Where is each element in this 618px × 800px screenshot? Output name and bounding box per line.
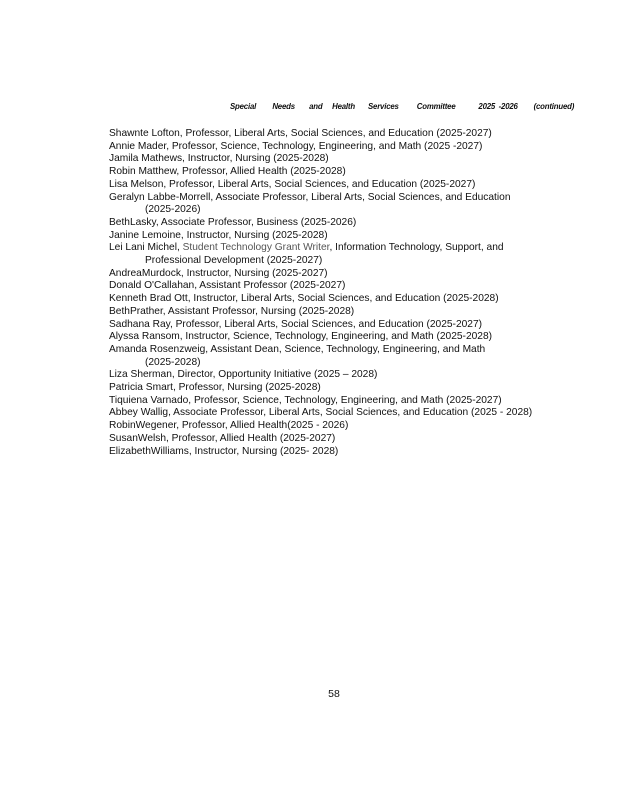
member-name: Lei Lani Michel,: [109, 242, 183, 254]
member-line: Alyssa Ransom, Instructor, Science, Technology, Engineering, and Math (2025-2028): [109, 331, 492, 343]
member-line: ElizabethWilliams, Instructor, Nursing (2025- 2028): [109, 445, 339, 457]
committee-member-entry: [109, 217, 579, 230]
member-line: Janine Lemoine, Instructor, Nursing (2025-2028): [109, 229, 328, 241]
member-role-highlight: Student Technology Grant Writer: [182, 242, 330, 254]
committee-member-entry: [109, 141, 579, 154]
committee-member-entry: [109, 331, 579, 344]
member-line: Annie Mader, Professor, Science, Technology, Engineering, and Math (2025 -2027): [109, 140, 483, 152]
member-line: Patricia Smart, Professor, Nursing (2025-2028): [109, 382, 321, 394]
header-word: Committee: [416, 101, 456, 111]
committee-member-entry: [109, 242, 579, 267]
committee-member-entry: [109, 306, 579, 319]
committee-member-entry: [109, 280, 579, 293]
header-word: Special: [230, 101, 257, 111]
header-word: Health: [332, 101, 355, 111]
member-line-continuation: (2025-2026): [145, 204, 201, 216]
member-line: Tiquiena Varnado, Professor, Science, Technology, Engineering, and Math (2025-2027): [109, 394, 502, 406]
member-line: Amanda Rosenzweig, Assistant Dean, Science, Technology, Engineering, and Math: [109, 343, 486, 355]
committee-member-entry: [109, 192, 579, 217]
member-line: Kenneth Brad Ott, Instructor, Liberal Arts, Social Sciences, and Education (2025-2028): [109, 293, 499, 305]
committee-member-entry: [109, 293, 579, 306]
header-word: 2025: [478, 101, 496, 111]
member-line: SusanWelsh, Professor, Allied Health (2025-2027): [109, 432, 336, 444]
committee-member-list: [109, 128, 579, 458]
member-line: Abbey Wallig, Associate Professor, Liberal Arts, Social Sciences, and Education (2025 - 2028): [109, 407, 533, 419]
committee-member-entry: [109, 407, 579, 420]
committee-member-entry: [109, 230, 579, 243]
committee-member-entry: [109, 420, 579, 433]
header-word: and: [309, 101, 323, 111]
member-line-continuation: (2025-2028): [145, 356, 201, 368]
member-line: AndreaMurdock, Instructor, Nursing (2025-2027): [109, 267, 328, 279]
member-line: Donald O'Callahan, Assistant Professor (2025-2027): [109, 280, 346, 292]
committee-member-entry: [109, 179, 579, 192]
member-line: Lisa Melson, Professor, Liberal Arts, Social Sciences, and Education (2025-2027): [109, 178, 476, 190]
member-line: Jamila Mathews, Instructor, Nursing (2025-2028): [109, 153, 329, 165]
member-line: Liza Sherman, Director, Opportunity Initiative (2025 – 2028): [109, 369, 378, 381]
committee-member-entry: [109, 344, 579, 369]
header-word: -2026: [498, 101, 518, 111]
member-line: Shawnte Lofton, Professor, Liberal Arts, Social Sciences, and Education (2025-2027): [109, 128, 492, 139]
committee-member-entry: [109, 433, 579, 446]
committee-member-entry: [109, 319, 579, 332]
member-line: Geralyn Labbe-Morrell, Associate Professor, Liberal Arts, Social Sciences, and Education: [109, 191, 511, 203]
member-line: Sadhana Ray, Professor, Liberal Arts, Social Sciences, and Education (2025-2027): [109, 318, 483, 330]
committee-member-entry: [109, 166, 579, 179]
committee-member-entry: [109, 153, 579, 166]
committee-member-entry: [109, 268, 579, 281]
member-line: BethLasky, Associate Professor, Business (2025-2026): [109, 216, 357, 228]
committee-member-entry: [109, 395, 579, 408]
header-word: (continued): [533, 101, 575, 111]
member-line-continuation: Professional Development (2025-2027): [145, 255, 323, 267]
committee-member-entry: [109, 369, 579, 382]
member-line: RobinWegener, Professor, Allied Health(2025 - 2026): [109, 420, 349, 432]
committee-member-entry: [109, 382, 579, 395]
running-header: [230, 101, 575, 115]
member-line: Robin Matthew, Professor, Allied Health (2025-2028): [109, 166, 346, 178]
header-word: Services: [368, 101, 399, 111]
member-line: BethPrather, Assistant Professor, Nursing (2025-2028): [109, 305, 355, 317]
header-word: Needs: [272, 101, 295, 111]
member-line: , Information Technology, Support, and: [329, 242, 504, 254]
committee-member-entry: [109, 446, 579, 459]
page-number: 58: [328, 688, 340, 700]
committee-member-entry: [109, 128, 579, 141]
